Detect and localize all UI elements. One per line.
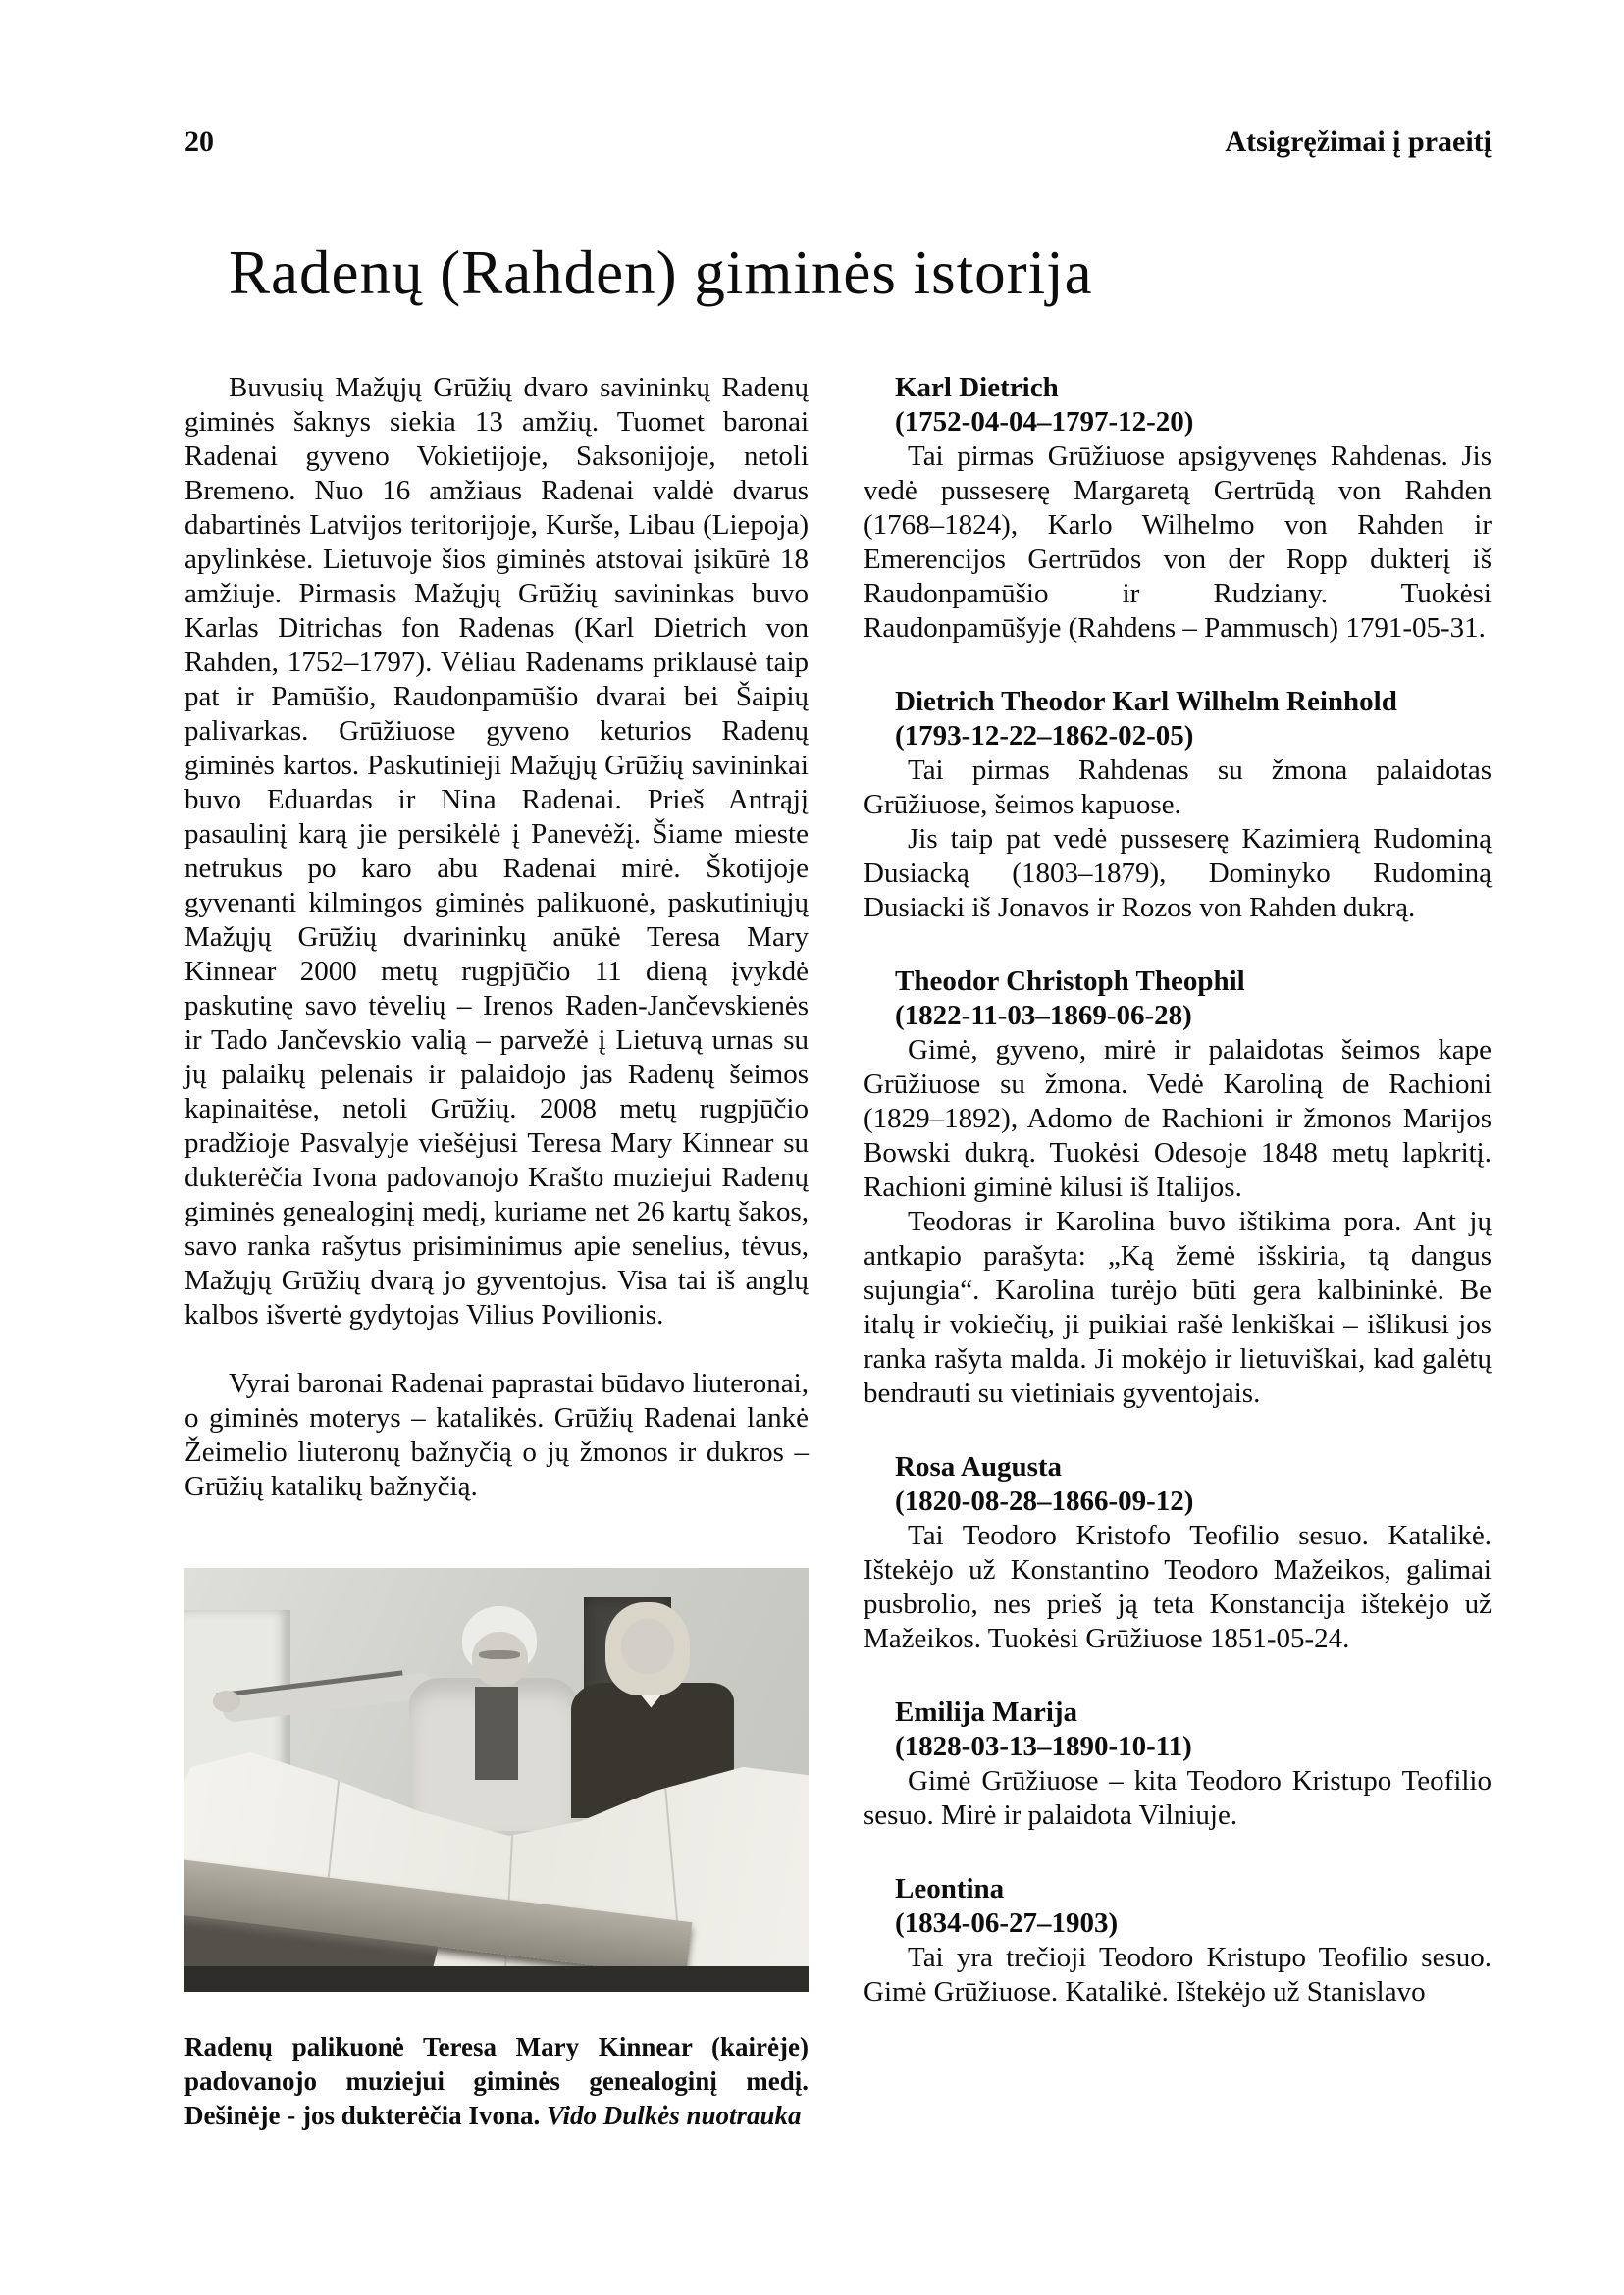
body-paragraph: Vyrai baronai Radenai paprastai būdavo liuteronai, o giminės moterys – katalikės. Grūžių Radenai lankė Žeimelio liuteronų bažnyčią o jų žmonos ir dukros – Grūžių katalikų bažnyčią. [184,1368,809,1502]
page-number: 20 [184,126,214,158]
person-name: Theodor Christoph Theophil [895,965,1245,997]
person-name: Dietrich Theodor Karl Wilhelm Reinhold [895,686,1397,717]
photo-teresa-dark-top [475,1687,519,1780]
photo-teresa-glasses [479,1650,520,1659]
photo-teresa-hand [213,1691,241,1712]
body-paragraph: Teodoras ir Karolina buvo ištikima pora. Ant jų antkapio parašyta: „Ką žemė išskiria, tą dangus sujungia“. Karolina turėjo būti gera kalbininkė. Be italų ir vokiečių, ji puikiai rašė lenkiškai – išlikusi jos ranka rašyta malda. Ji mokėjo ir lietuviškai, kad galėtų bendrauti su vietiniais gyventojais. [864,1206,1492,1409]
person-name: Karl Dietrich [895,372,1059,403]
person-section-karl-dietrich [864,371,1492,646]
person-section-rosa-augusta [864,1450,1492,1656]
photo-caption [184,2030,809,2133]
body-paragraph: Jis taip pat vedė pusseserę Kazimierą Rudominą Dusiacką (1803–1879), Dominyko Rudominą Dusiacki iš Jonavos ir Rozos von Rahden dukrą. [864,823,1492,923]
person-dates: (1820-08-28–1866-09-12) [895,1486,1194,1517]
photo-caption-text: Radenų palikuonė Teresa Mary Kinnear (kairėje) padovanojo muziejui giminės genealoginį medį. Dešinėje - jos dukterėčia Ivona. [184,2032,809,2130]
photo-teresa-face [472,1632,528,1687]
photo-ivona-face [621,1619,674,1674]
person-dates: (1752-04-04–1797-12-20) [895,406,1194,438]
body-paragraph: Tai pirmas Grūžiuose apsigyvenęs Rahdenas. Jis vedė pusseserę Margaretą Gertrūdą von Rahden (1768–1824), Karlo Wilhelmo von Rahden ir Emerencijos Gertrūdos von der Ropp dukterį iš Raudonpamūšio ir Rudziany. Tuokėsi Raudonpamūšyje (Rahdens – Pammusch) 1791-05-31. [864,441,1492,644]
body-paragraph: Tai yra trečioji Teodoro Kristupo Teofilio sesuo. Gimė Grūžiuose. Katalikė. Ištekėjo už Stanislavo [864,1942,1492,2008]
left-column [184,371,809,1504]
photo-two-women-with-genealogical-tree [184,1568,809,1992]
person-section-emilija-marija [864,1695,1492,1833]
running-title: Atsigręžimai į praeitį [1225,126,1492,158]
person-section-leontina [864,1872,1492,2009]
person-name: Rosa Augusta [895,1451,1063,1483]
running-head [184,126,1492,159]
person-name: Leontina [895,1873,1005,1904]
article-title: Radenų (Rahden) giminės istorija [229,238,1093,308]
photo-dark-bottom-strip [184,1966,809,1992]
person-name: Emilija Marija [895,1696,1078,1728]
person-dates: (1822-11-03–1869-06-28) [895,1000,1192,1031]
person-dates: (1793-12-22–1862-02-05) [895,720,1194,752]
person-section-theodor-christoph [864,965,1492,1411]
person-section-dietrich-theodor [864,685,1492,925]
body-paragraph: Gimė Grūžiuose – kita Teodoro Kristupo Teofilio sesuo. Mirė ir palaidota Vilniuje. [864,1765,1492,1831]
body-paragraph: Gimė, gyveno, mirė ir palaidotas šeimos kape Grūžiuose su žmona. Vedė Karoliną de Rachioni (1829–1892), Adomo de Rachioni ir žmonos Marijos Bowski dukrą. Tuokėsi Odesoje 1848 metų lapkritį. Rachioni giminė kilusi iš Italijos. [864,1034,1492,1203]
person-dates: (1834-06-27–1903) [895,1907,1119,1939]
right-column [864,371,1492,2009]
body-paragraph: Buvusių Mažųjų Grūžių dvaro savininkų Radenų giminės šaknys siekia 13 amžių. Tuomet baronai Radenai gyveno Vokietijoje, Saksonijoje, netoli Bremeno. Nuo 16 amžiaus Radenai valdė dvarus dabartinės Latvijos teritorijoje, Kurše, Libau (Liepoja) apylinkėse. Lietuvoje šios giminės atstovai įsikūrė 18 amžiuje. Pirmasis Mažųjų Grūžių savininkas buvo Karlas Ditrichas fon Radenas (Karl Dietrich von Rahden, 1752–1797). Vėliau Radenams priklausė taip pat ir Pamūšio, Raudonpamūšio dvarai bei Šaipių palivarkas. Grūžiuose gyveno keturios Radenų giminės kartos. Paskutinieji Mažųjų Grūžių savininkai buvo Eduardas ir Nina Radenai. Prieš Antrąjį pasaulinį karą jie persikėlė į Panevėžį. Šiame mieste netrukus po karo abu Radenai mirė. Škotijoje gyvenanti kilmingos giminės palikuonė, paskutiniųjų Mažųjų Grūžių dvarininkų anūkė Teresa Mary Kinnear 2000 metų rugpjūčio 11 dieną įvykdė paskutinę savo tėvelių – Irenos Raden-Jančevskienės ir Tado Jančevskio valią – parvežė į Lietuvą urnas su jų palaikų pelenais ir palaidojo jas Radenų šeimos kapinaitėse, netoli Grūžių. 2008 metų rugpjūčio pradžioje Pasvalyje viešėjusi Teresa Mary Kinnear su dukterėčia Ivona padovanojo Krašto muziejui Radenų giminės genealoginį medį, kuriame net 26 kartų šakos, savo ranka rašytus prisiminimus apie senelius, tėvus, Mažųjų Grūžių dvarą jo gyventojus. Visa tai iš anglų kalbos išvertė gydytojas Vilius Povilionis. [184,372,809,1330]
body-paragraph: Tai Teodoro Kristofo Teofilio sesuo. Katalikė. Ištekėjo už Konstantino Teodoro Mažeikos, galimai pusbrolio, nes prieš ją teta Konstancija ištekėjo už Mažeikos. Tuokėsi Grūžiuose 1851-05-24. [864,1520,1492,1654]
photo-credit: Vido Dulkės nuotrauka [546,2101,802,2130]
person-dates: (1828-03-13–1890-10-11) [895,1731,1192,1762]
body-paragraph: Tai pirmas Rahdenas su žmona palaidotas Grūžiuose, šeimos kapuose. [864,755,1492,820]
